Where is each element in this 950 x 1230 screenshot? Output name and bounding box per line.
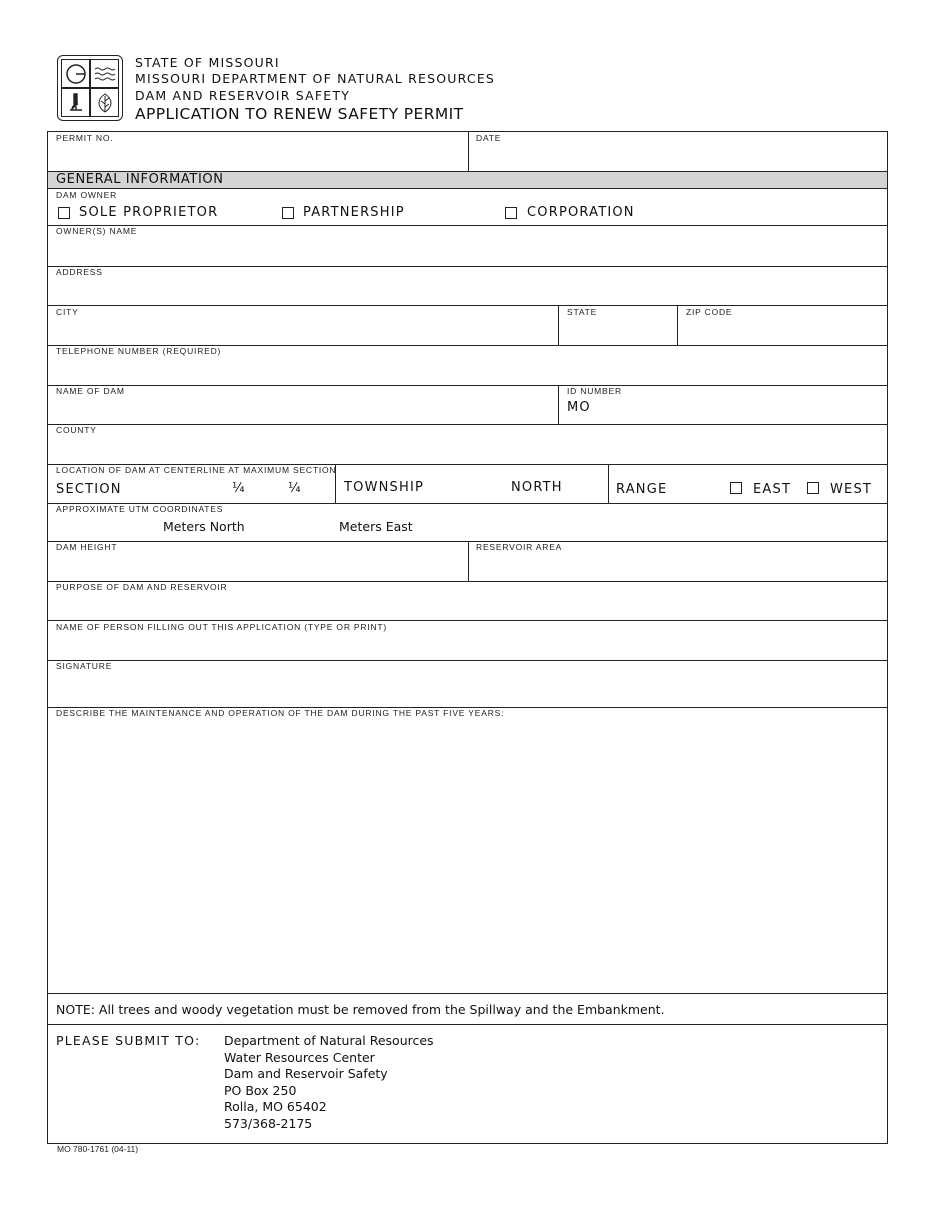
east-checkbox[interactable]: [730, 482, 742, 494]
corporation-checkbox[interactable]: [505, 207, 517, 219]
quarter-1-label: ¼: [232, 481, 246, 496]
reservoir-area-label: RESERVOIR AREA: [476, 542, 563, 552]
dam-name-label: NAME OF DAM: [56, 386, 125, 396]
water-icon: [90, 59, 119, 88]
general-information-title: GENERAL INFORMATION: [56, 172, 224, 187]
submit-to-label: PLEASE SUBMIT TO:: [56, 1033, 201, 1048]
dam-owner-label: DAM OWNER: [56, 190, 118, 200]
date-field[interactable]: [469, 132, 887, 171]
meters-east-label: Meters East: [339, 519, 413, 534]
maintenance-description-field[interactable]: [48, 722, 887, 993]
owner-name-label: OWNER(S) NAME: [56, 226, 138, 236]
address-line: Water Resources Center: [224, 1049, 375, 1065]
dnr-logo: [57, 55, 123, 121]
west-checkbox[interactable]: [807, 482, 819, 494]
general-information-header: [48, 171, 887, 189]
owner-name-field[interactable]: [48, 226, 887, 266]
state-label: STATE: [567, 307, 598, 317]
person-name-label: NAME OF PERSON FILLING OUT THIS APPLICATION (TYPE OR PRINT): [56, 622, 388, 632]
dam-height-label: DAM HEIGHT: [56, 542, 118, 552]
zip-code-field[interactable]: [678, 306, 887, 345]
address-label: ADDRESS: [56, 267, 103, 277]
east-label: EAST: [753, 482, 792, 497]
west-label: WEST: [830, 482, 873, 497]
quarter-2-label: ¼: [288, 481, 302, 496]
range-label: RANGE: [616, 482, 668, 497]
vegetation-note: NOTE: All trees and woody vegetation must be removed from the Spillway and the Embankment.: [56, 1002, 665, 1017]
microscope-icon: [61, 88, 90, 117]
city-field[interactable]: [48, 306, 558, 345]
header-division: DAM AND RESERVOIR SAFETY: [135, 87, 351, 103]
permit-no-field[interactable]: [48, 132, 468, 171]
partnership-checkbox[interactable]: [282, 207, 294, 219]
partnership-label: PARTNERSHIP: [303, 205, 405, 220]
person-name-field[interactable]: [48, 621, 887, 660]
id-number-field[interactable]: [593, 386, 887, 424]
form-number: MO 780-1761 (04-11): [57, 1144, 139, 1154]
zip-code-label: ZIP CODE: [686, 307, 733, 317]
north-label: NORTH: [511, 480, 563, 495]
dam-name-field[interactable]: [48, 386, 558, 424]
header-department: MISSOURI DEPARTMENT OF NATURAL RESOURCES: [135, 71, 496, 87]
signature-label: SIGNATURE: [56, 661, 113, 671]
county-field[interactable]: [48, 425, 887, 464]
city-label: CITY: [56, 307, 79, 317]
address-line: PO Box 250: [224, 1082, 297, 1098]
reservoir-area-field[interactable]: [469, 542, 887, 581]
describe-label: DESCRIBE THE MAINTENANCE AND OPERATION OF THE DAM DURING THE PAST FIVE YEARS:: [56, 708, 505, 718]
section-label: SECTION: [56, 482, 122, 497]
purpose-label: PURPOSE OF DAM AND RESERVOIR: [56, 582, 228, 592]
township-label: TOWNSHIP: [344, 480, 425, 495]
meters-north-label: Meters North: [163, 519, 245, 534]
sole-proprietor-checkbox[interactable]: [58, 207, 70, 219]
form-header: [135, 55, 495, 124]
globe-icon: [61, 59, 90, 88]
corporation-label: CORPORATION: [527, 205, 635, 220]
address-line: Dam and Reservoir Safety: [224, 1066, 388, 1081]
id-number-label: ID NUMBER: [567, 386, 622, 396]
id-number-prefix: MO: [567, 400, 591, 415]
address-line: Rolla, MO 65402: [224, 1099, 327, 1114]
location-label: LOCATION OF DAM AT CENTERLINE AT MAXIMUM SECTION: [56, 465, 337, 475]
signature-field[interactable]: [48, 661, 887, 707]
address-field[interactable]: [48, 267, 887, 305]
page-title: APPLICATION TO RENEW SAFETY PERMIT: [135, 104, 464, 123]
dam-height-field[interactable]: [48, 542, 468, 581]
permit-no-label: PERMIT NO.: [56, 133, 114, 143]
application-form: [47, 131, 888, 1144]
address-line: 573/368-2175: [224, 1115, 313, 1131]
county-label: COUNTY: [56, 425, 97, 435]
telephone-label: TELEPHONE NUMBER (REQUIRED): [56, 346, 222, 356]
submit-address: [224, 1033, 434, 1132]
telephone-field[interactable]: [48, 346, 887, 385]
utm-label: APPROXIMATE UTM COORDINATES: [56, 504, 224, 514]
purpose-field[interactable]: [48, 582, 887, 620]
address-line: Department of Natural Resources: [224, 1033, 434, 1048]
header-state: STATE OF MISSOURI: [135, 55, 280, 70]
date-label: DATE: [476, 133, 502, 143]
state-field[interactable]: [559, 306, 677, 345]
leaf-icon: [90, 88, 119, 117]
sole-proprietor-label: SOLE PROPRIETOR: [79, 205, 219, 220]
